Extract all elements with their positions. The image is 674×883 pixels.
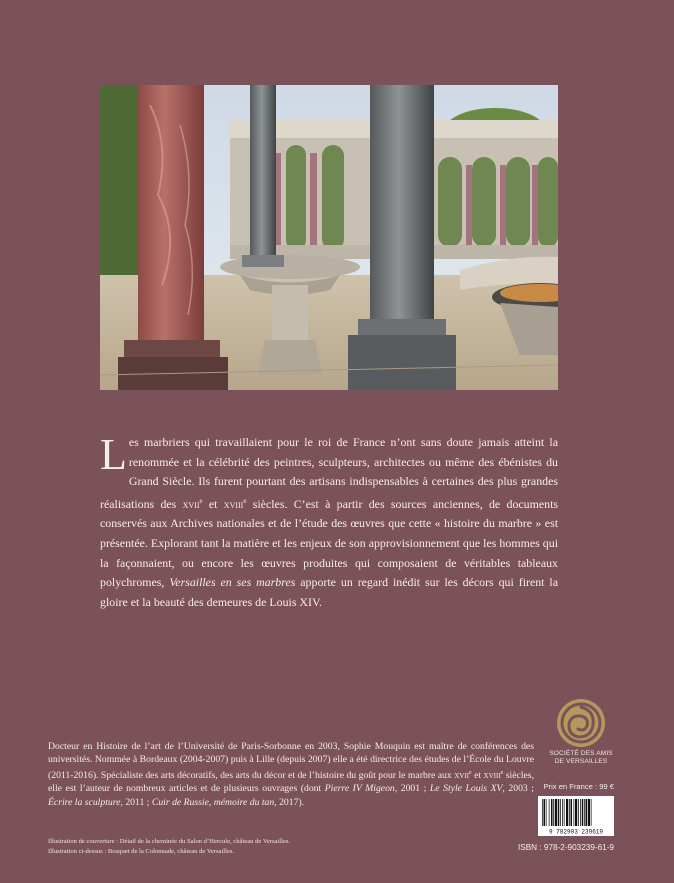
work-title: Le Style Louis XV [429,783,503,795]
barcode-bar [566,799,568,826]
bio-text: , 2003 ; [502,783,534,795]
bio-text: , 2001 ; [394,783,430,795]
barcode-bar [562,799,563,826]
ean-barcode [538,796,614,836]
barcode-bar [549,799,550,826]
credit-line-cover: Illustration de couverture : Détail de la cheminée du Salon d’Hercule, château de Versailles. [48,838,291,845]
century-numeral: xvii [454,770,469,782]
barcode-bar [588,799,590,826]
publisher-logo [548,697,614,766]
barcode-bar [591,799,592,826]
century-numeral: xviii [483,770,501,782]
ordinal-suffix: e [243,496,247,505]
century-numeral: xvii [182,496,200,511]
illustration-credits [48,837,508,857]
bio-text: , 2011 ; [120,796,152,808]
barcode-bar [560,799,561,826]
barcode-bar [553,799,554,826]
publisher-name-line2: DE VERSAILLES [554,758,608,765]
price-label: Prix en France : 99 € [543,782,614,791]
barcode-bar [555,799,557,826]
book-blurb [100,430,559,612]
author-bio [48,740,534,809]
publisher-name-line1: SOCIÉTÉ DES AMIS [549,750,613,757]
barcode-bar [558,799,560,826]
bio-text: siècles, elle est l’auteur de nombreux articles et de plusieurs ouvrages (dont [48,770,534,795]
barcode-bar [584,799,585,826]
book-title: Versailles en ses marbres [169,575,296,590]
work-title: Cuir de Russie, mémoire du tan [151,796,275,808]
barcode-bar [544,799,546,826]
work-title: Écrire la sculpture [48,796,121,808]
colonnade-photo [100,85,558,390]
barcode-digits: 9 782903 239619 [548,828,604,836]
barcode-bar [578,799,579,826]
ordinal-suffix: e [500,769,504,776]
barcode-bar [574,799,575,826]
barcode-bar [551,799,553,826]
barcode-bar [571,799,573,826]
bio-text: Docteur en Histoire de l’art de l’Université de Paris-Sorbonne en 2003, Sophie Mouquin est maître de conférences des universités. Nommée à Bordeaux (2004-2007) puis à Lille (depuis 2007) elle a été directrice des études de l’École du Louvre (2011-2016). Spécialiste des arts décoratifs, des arts du décor et de l’histoire du goût pour le marbre aux [48,741,534,782]
barcode-bar [546,799,547,826]
blurb-text: es marbriers qui travaillaient pour le roi de France n’ont sans doute jamais atteint la renommée et la célébrité des peintres, sculpteurs, architectes ou même des ébénistes du Grand Siècle. Ils furent pourtant des artisans indispensables à certaines des plus grandes réalisations des [100,435,558,511]
drop-cap: L [100,430,127,479]
barcode-bar [542,799,543,826]
rose-emblem-icon [555,697,607,749]
ordinal-suffix: e [468,769,472,776]
isbn-label: ISBN : 978-2-903239-61-9 [517,843,614,852]
bio-text: et [471,770,484,782]
barcode-bar [575,799,577,826]
century-numeral: xviii [223,496,244,511]
credit-line-photo: Illustration ci-dessus : Bosquet de la Colonnade, château de Versailles. [48,848,235,855]
barcode-bar [564,799,565,826]
barcode-bar [569,799,570,826]
work-title: Pierre IV Migeon [324,783,395,795]
blurb-text: apporte un regard inédit sur les décors qui firent la gloire et la beauté des demeures de Louis XIV. [100,575,559,609]
barcode-bar [582,799,584,826]
barcode-bar [580,799,581,826]
ordinal-suffix: e [199,496,203,505]
bio-text: , 2017). [274,796,305,808]
blurb-text: et [202,496,224,511]
barcode-bar [586,799,588,826]
blurb-text: siècles. C’est à partir des sources anciennes, de documents conservés aux Archives nationales et de l’étude des œuvres que cette « histoire du marbre » est présentée. Explorant tant la matière et les enjeux de son approvisionnement que les hommes qui la façonnaient, ou encore les œuvres produites qui composaient de véritables tableaux polychromes, [100,496,559,590]
